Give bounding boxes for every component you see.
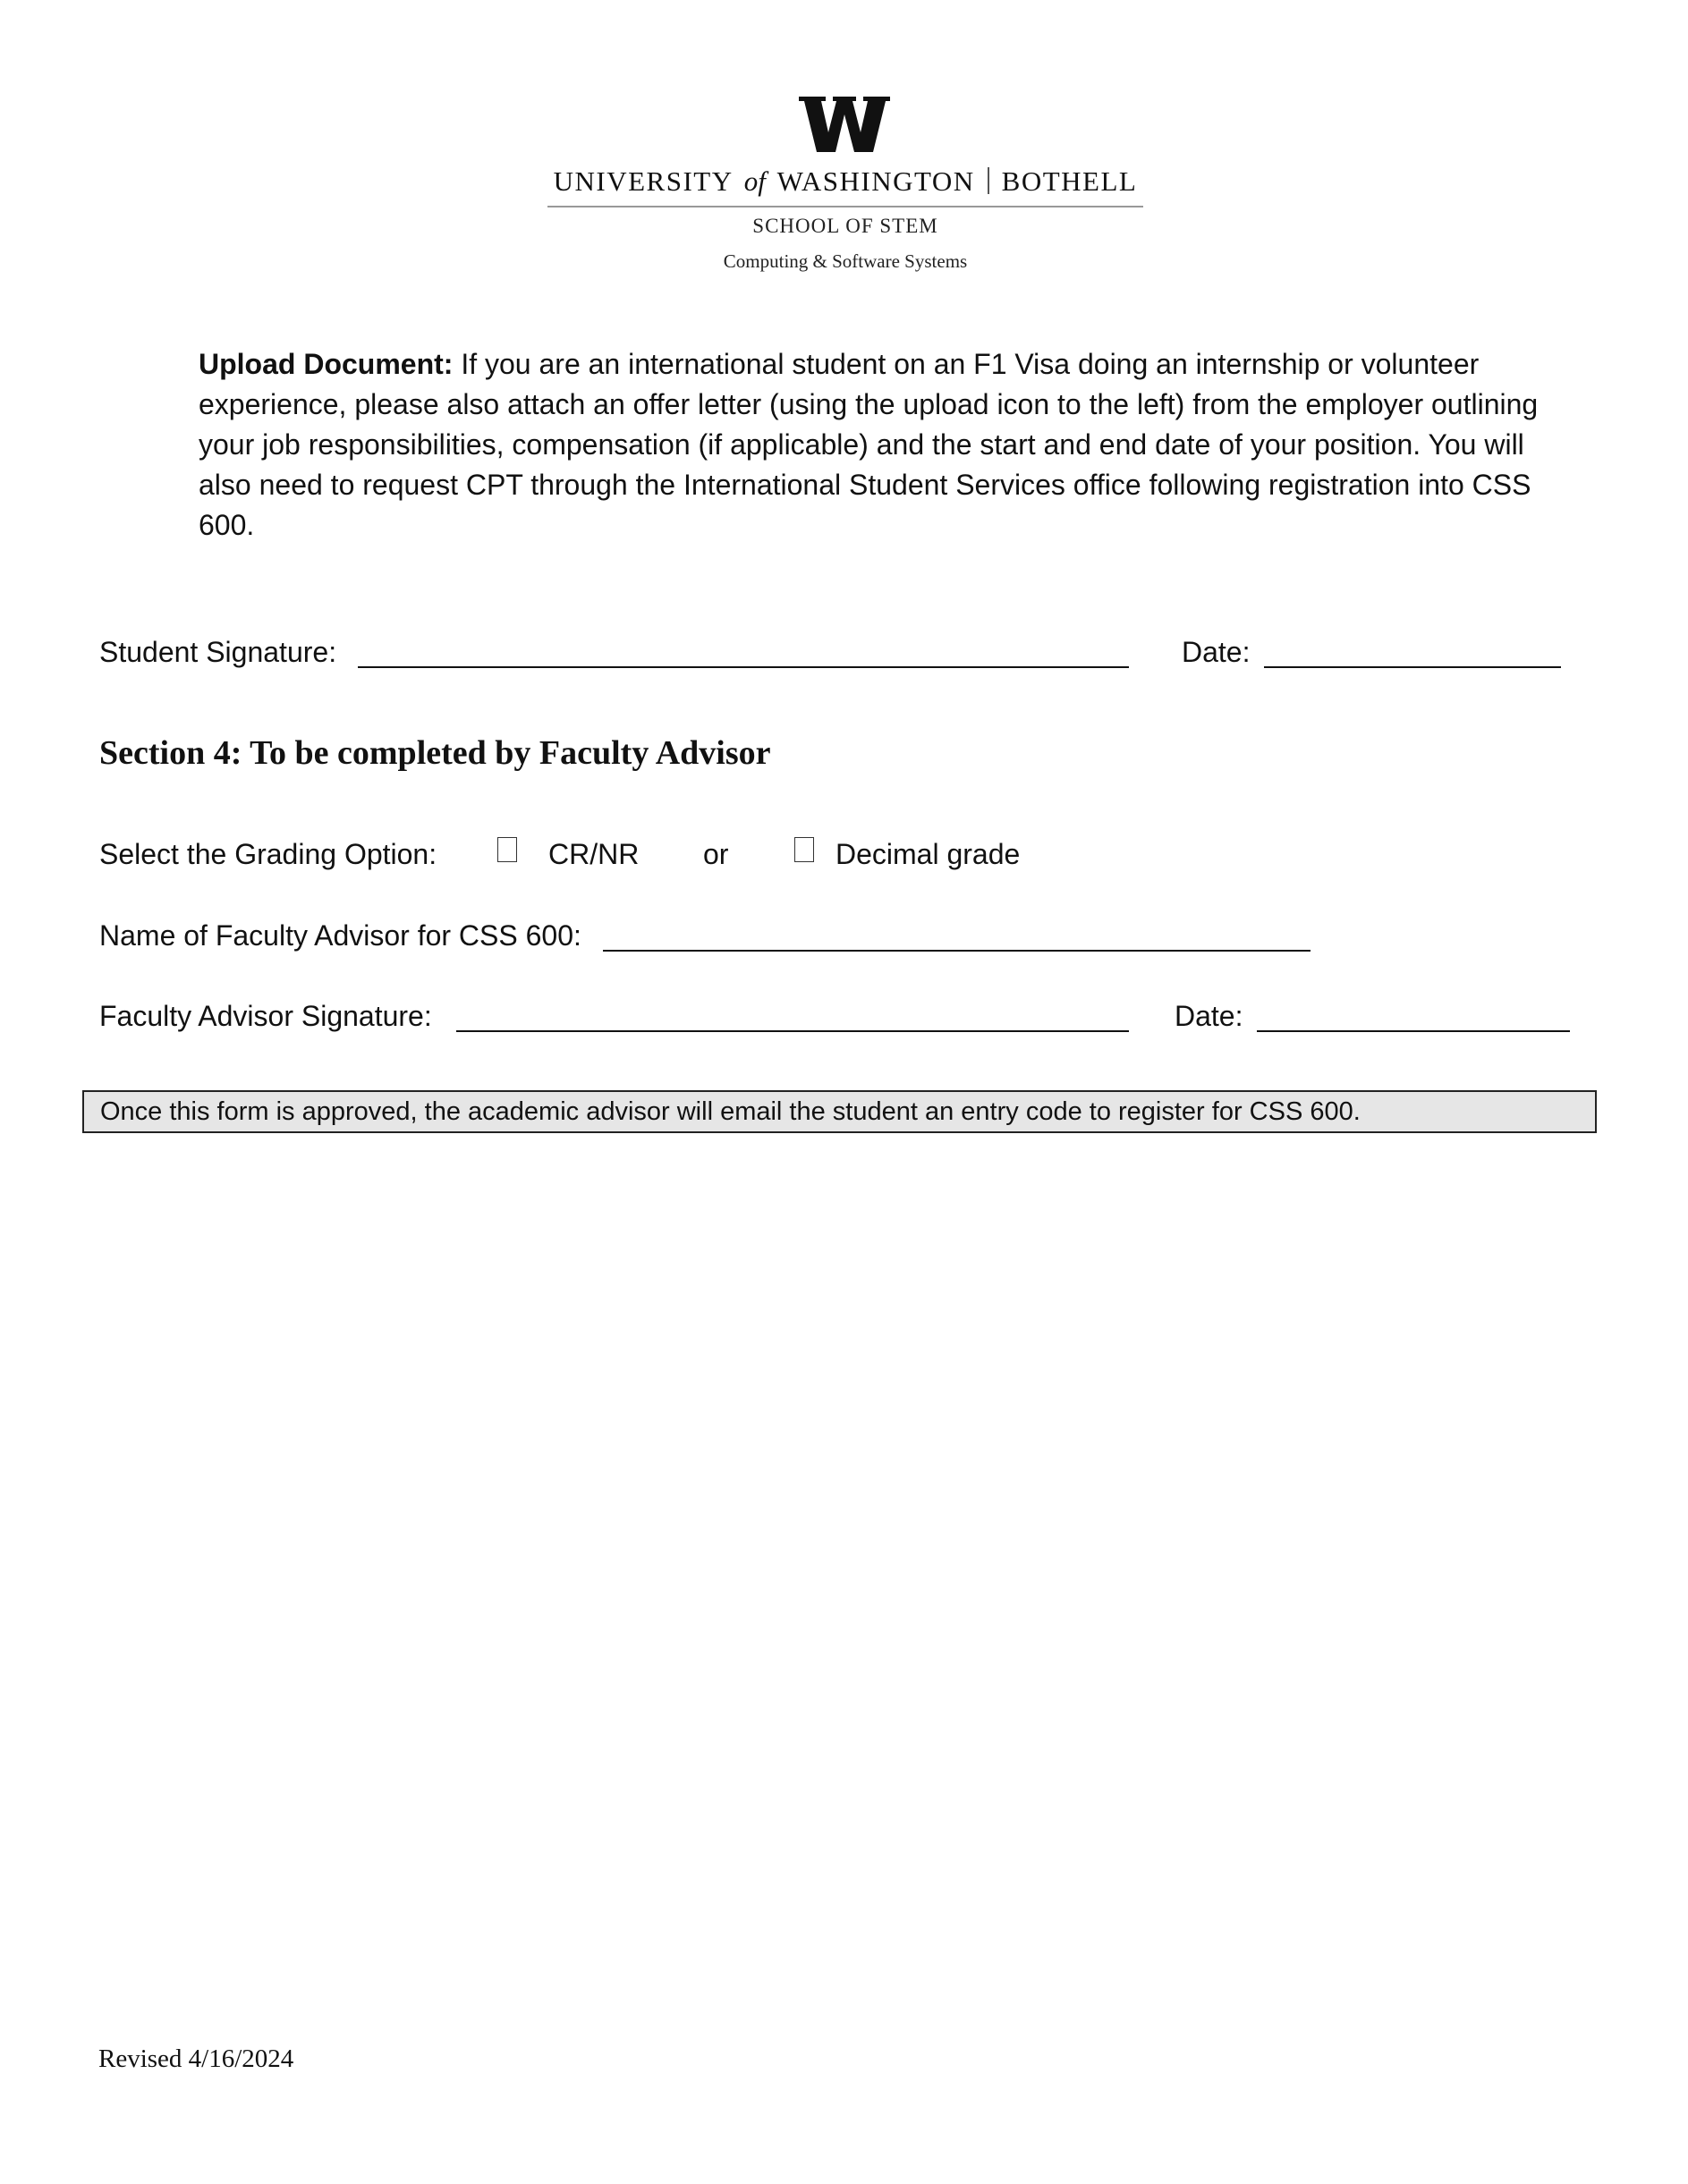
advisor-signature-label: Faculty Advisor Signature: [99, 1000, 432, 1032]
department-name: Computing & Software Systems [723, 250, 968, 272]
decimal-grade-checkbox[interactable] [794, 837, 814, 862]
student-signature-field[interactable] [358, 666, 1129, 668]
uw-w-logo-icon [799, 97, 890, 152]
school-name: SCHOOL OF STEM [752, 215, 938, 237]
decimal-grade-option-label: Decimal grade [836, 838, 1021, 870]
upload-document-text: If you are an international student on an F1 Visa doing an internship or volunteer experience, please also attach an offer letter (using the upload icon to the left) from the employer outlining your job responsibilities, compensation (if applicable) and the start and end date of your position. You will also need to request CPT through the International Student Services office following registration into CSS 600. [199, 348, 1539, 541]
campus-name: BOTHELL [1001, 165, 1138, 197]
section-4-title: Section 4: To be completed by Faculty Advisor [99, 734, 771, 772]
revised-date: Revised 4/16/2024 [98, 2044, 294, 2073]
advisor-name-label: Name of Faculty Advisor for CSS 600: [99, 919, 581, 952]
cr-nr-checkbox[interactable] [497, 837, 517, 862]
cr-nr-option-label: CR/NR [548, 838, 640, 870]
grading-option-label: Select the Grading Option: [99, 838, 437, 870]
advisor-date-label: Date: [1175, 1000, 1243, 1032]
approval-notice: Once this form is approved, the academic advisor will email the student an entry code to register for CSS 600. [82, 1090, 1597, 1133]
advisor-date-field[interactable] [1257, 1030, 1570, 1032]
student-date-field[interactable] [1264, 666, 1561, 668]
upload-document-label: Upload Document: [199, 348, 454, 380]
student-signature-label: Student Signature: [99, 636, 337, 668]
advisor-name-field[interactable] [603, 950, 1311, 952]
university-name: UNIVERSITY of WASHINGTON BOTHELL [553, 165, 1138, 197]
student-date-label: Date: [1182, 636, 1251, 668]
upload-document-paragraph [199, 344, 1567, 546]
advisor-signature-field[interactable] [456, 1030, 1129, 1032]
divider [988, 167, 989, 194]
or-text: or [703, 838, 729, 870]
header-rule [547, 206, 1143, 207]
